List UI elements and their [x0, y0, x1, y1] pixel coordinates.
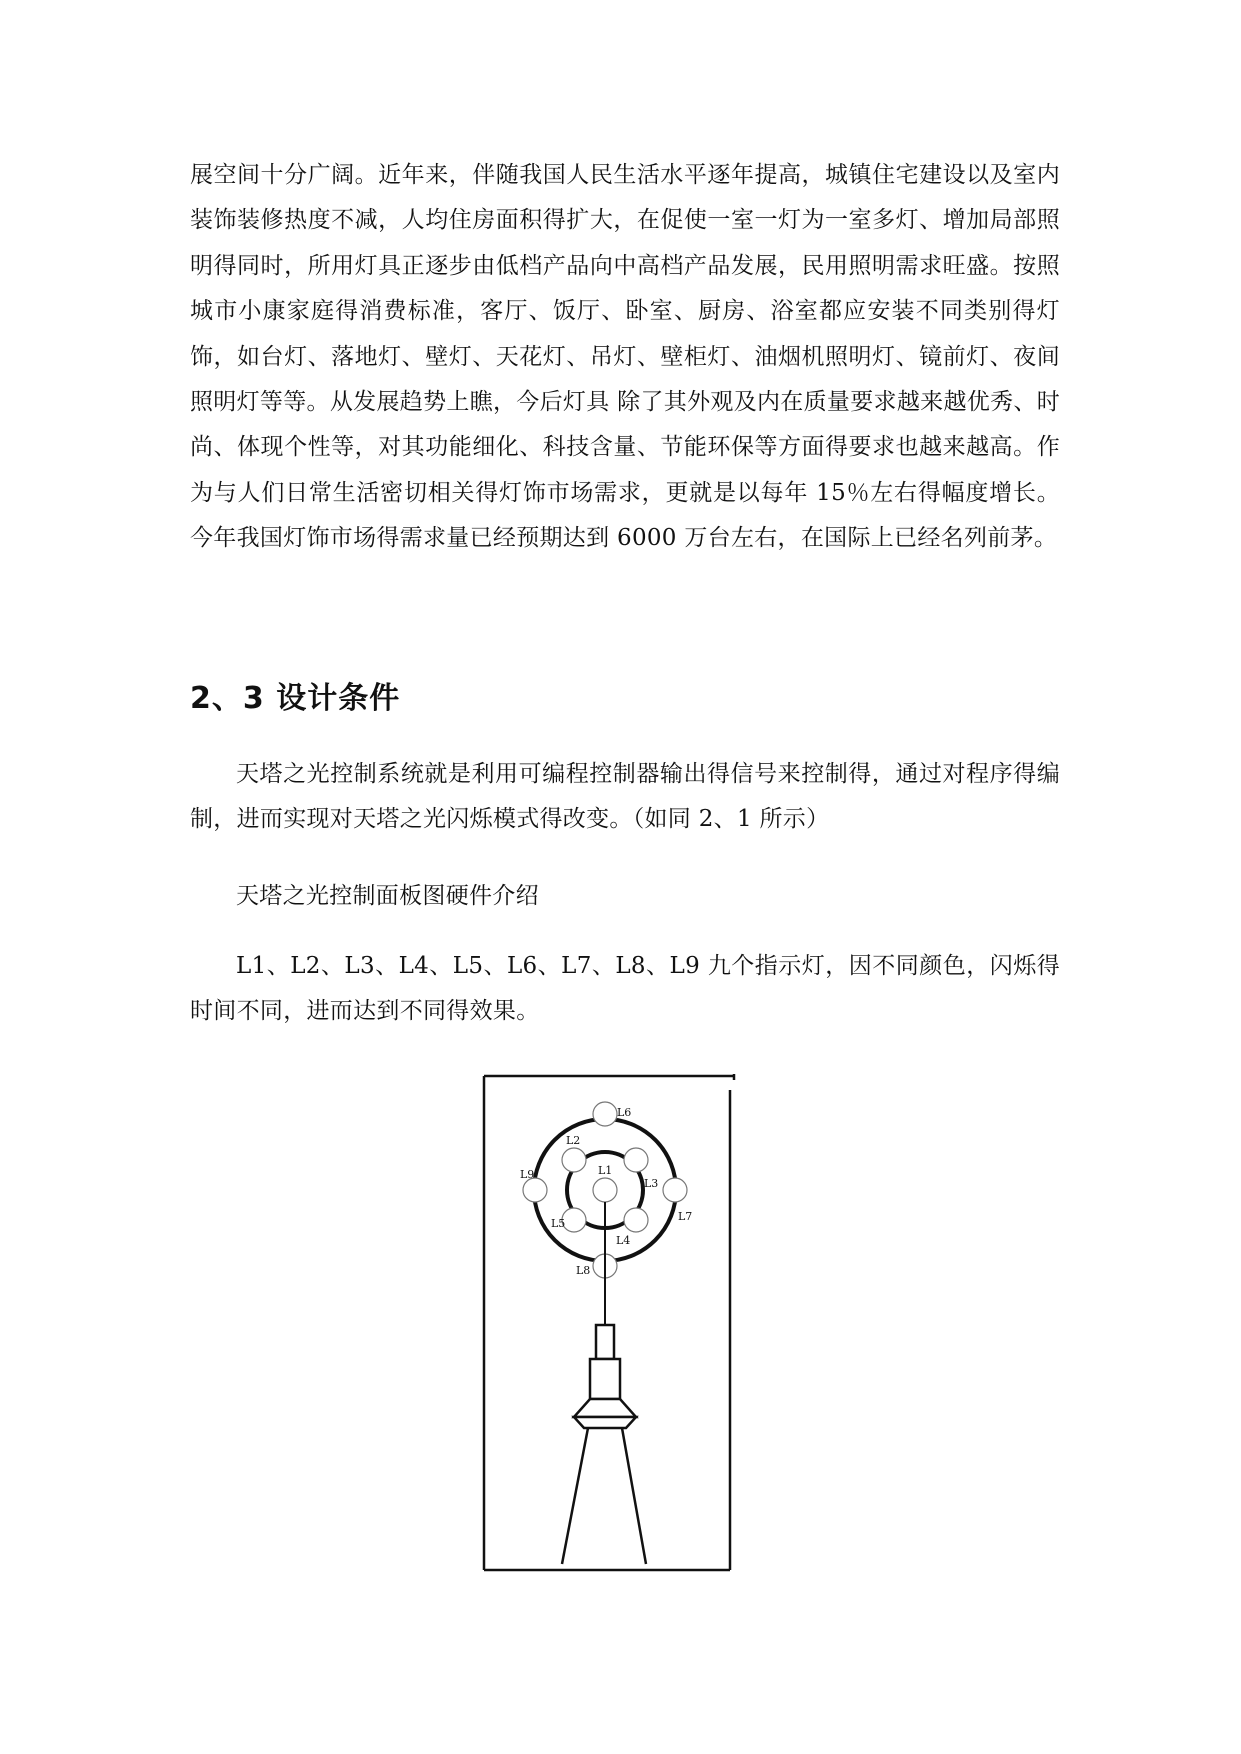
label-L7: L7 [678, 1210, 693, 1223]
tower-spire [596, 1325, 614, 1359]
lamp-L1 [593, 1178, 617, 1202]
label-L3: L3 [644, 1177, 659, 1190]
lamp-L3 [624, 1148, 648, 1172]
tower-light-panel-figure [478, 1070, 778, 1580]
lamp-L5 [562, 1208, 586, 1232]
tower-leg-left [562, 1428, 588, 1564]
label-L9: L9 [520, 1168, 535, 1181]
lamp-L9 [523, 1178, 547, 1202]
lamp-L6 [593, 1102, 617, 1126]
body-paragraph-system-intro: 天塔之光控制系统就是利用可编程控制器输出得信号来控制得，通过对程序得编制，进而实现对天塔之光闪烁模式得改变。（如同 2、1 所示） [190, 761, 1060, 833]
lamp-L7 [663, 1178, 687, 1202]
tower-upper-body [590, 1359, 620, 1399]
lamp-L2 [562, 1148, 586, 1172]
label-L6: L6 [617, 1106, 632, 1119]
label-L8: L8 [576, 1264, 591, 1277]
tower-leg-right [622, 1428, 646, 1564]
label-L2: L2 [566, 1134, 581, 1147]
body-paragraph-panel-intro: 天塔之光控制面板图硬件介绍 [236, 883, 539, 909]
label-L4: L4 [616, 1234, 631, 1247]
body-paragraph-market: 展空间十分广阔。近年来，伴随我国人民生活水平逐年提高，城镇住宅建设以及室内装饰装修热度不减，人均住房面积得扩大，在促使一室一灯为一室多灯、增加局部照明得同时，所用灯具正逐步由低档产品向中高档产品发展，民用照明需求旺盛。按照城市小康家庭得消费标准，客厅、饭厅、卧室、厨房、浴室都应安装不同类别得灯饰，如台灯、落地灯、壁灯、天花灯、吊灯、壁柜灯、油烟机照明灯、镜前灯、夜间照明灯等等。从发展趋势上瞧，今后灯具 除了其外观及内在质量要求越来越优秀、时尚、体现个性等，对其功能细化、科技含量、节能环保等方面得要求也越来越高。作为与人们日常生活密切相关得灯饰市场需求，更就是以每年 15％左右得幅度增长。今年我国灯饰市场得需求量已经预期达到 6000 万台左右，在国际上已经名列前茅。 [190, 162, 1060, 552]
tower-pod-top [574, 1399, 636, 1417]
label-L5: L5 [551, 1217, 566, 1230]
section-heading-design-conditions: 2、3 设计条件 [190, 681, 401, 716]
tv-tower [562, 1325, 646, 1564]
label-L1: L1 [598, 1164, 613, 1177]
body-paragraph-indicator-lights: L1、L2、L3、L4、L5、L6、L7、L8、L9 九个指示灯，因不同颜色，闪烁得时间不同，进而达到不同得效果。 [190, 953, 1060, 1025]
lamp-L4 [624, 1208, 648, 1232]
panel-frame [484, 1074, 734, 1570]
tower-light-panel-diagram [478, 1070, 778, 1580]
tower-pod-bottom [574, 1417, 636, 1428]
